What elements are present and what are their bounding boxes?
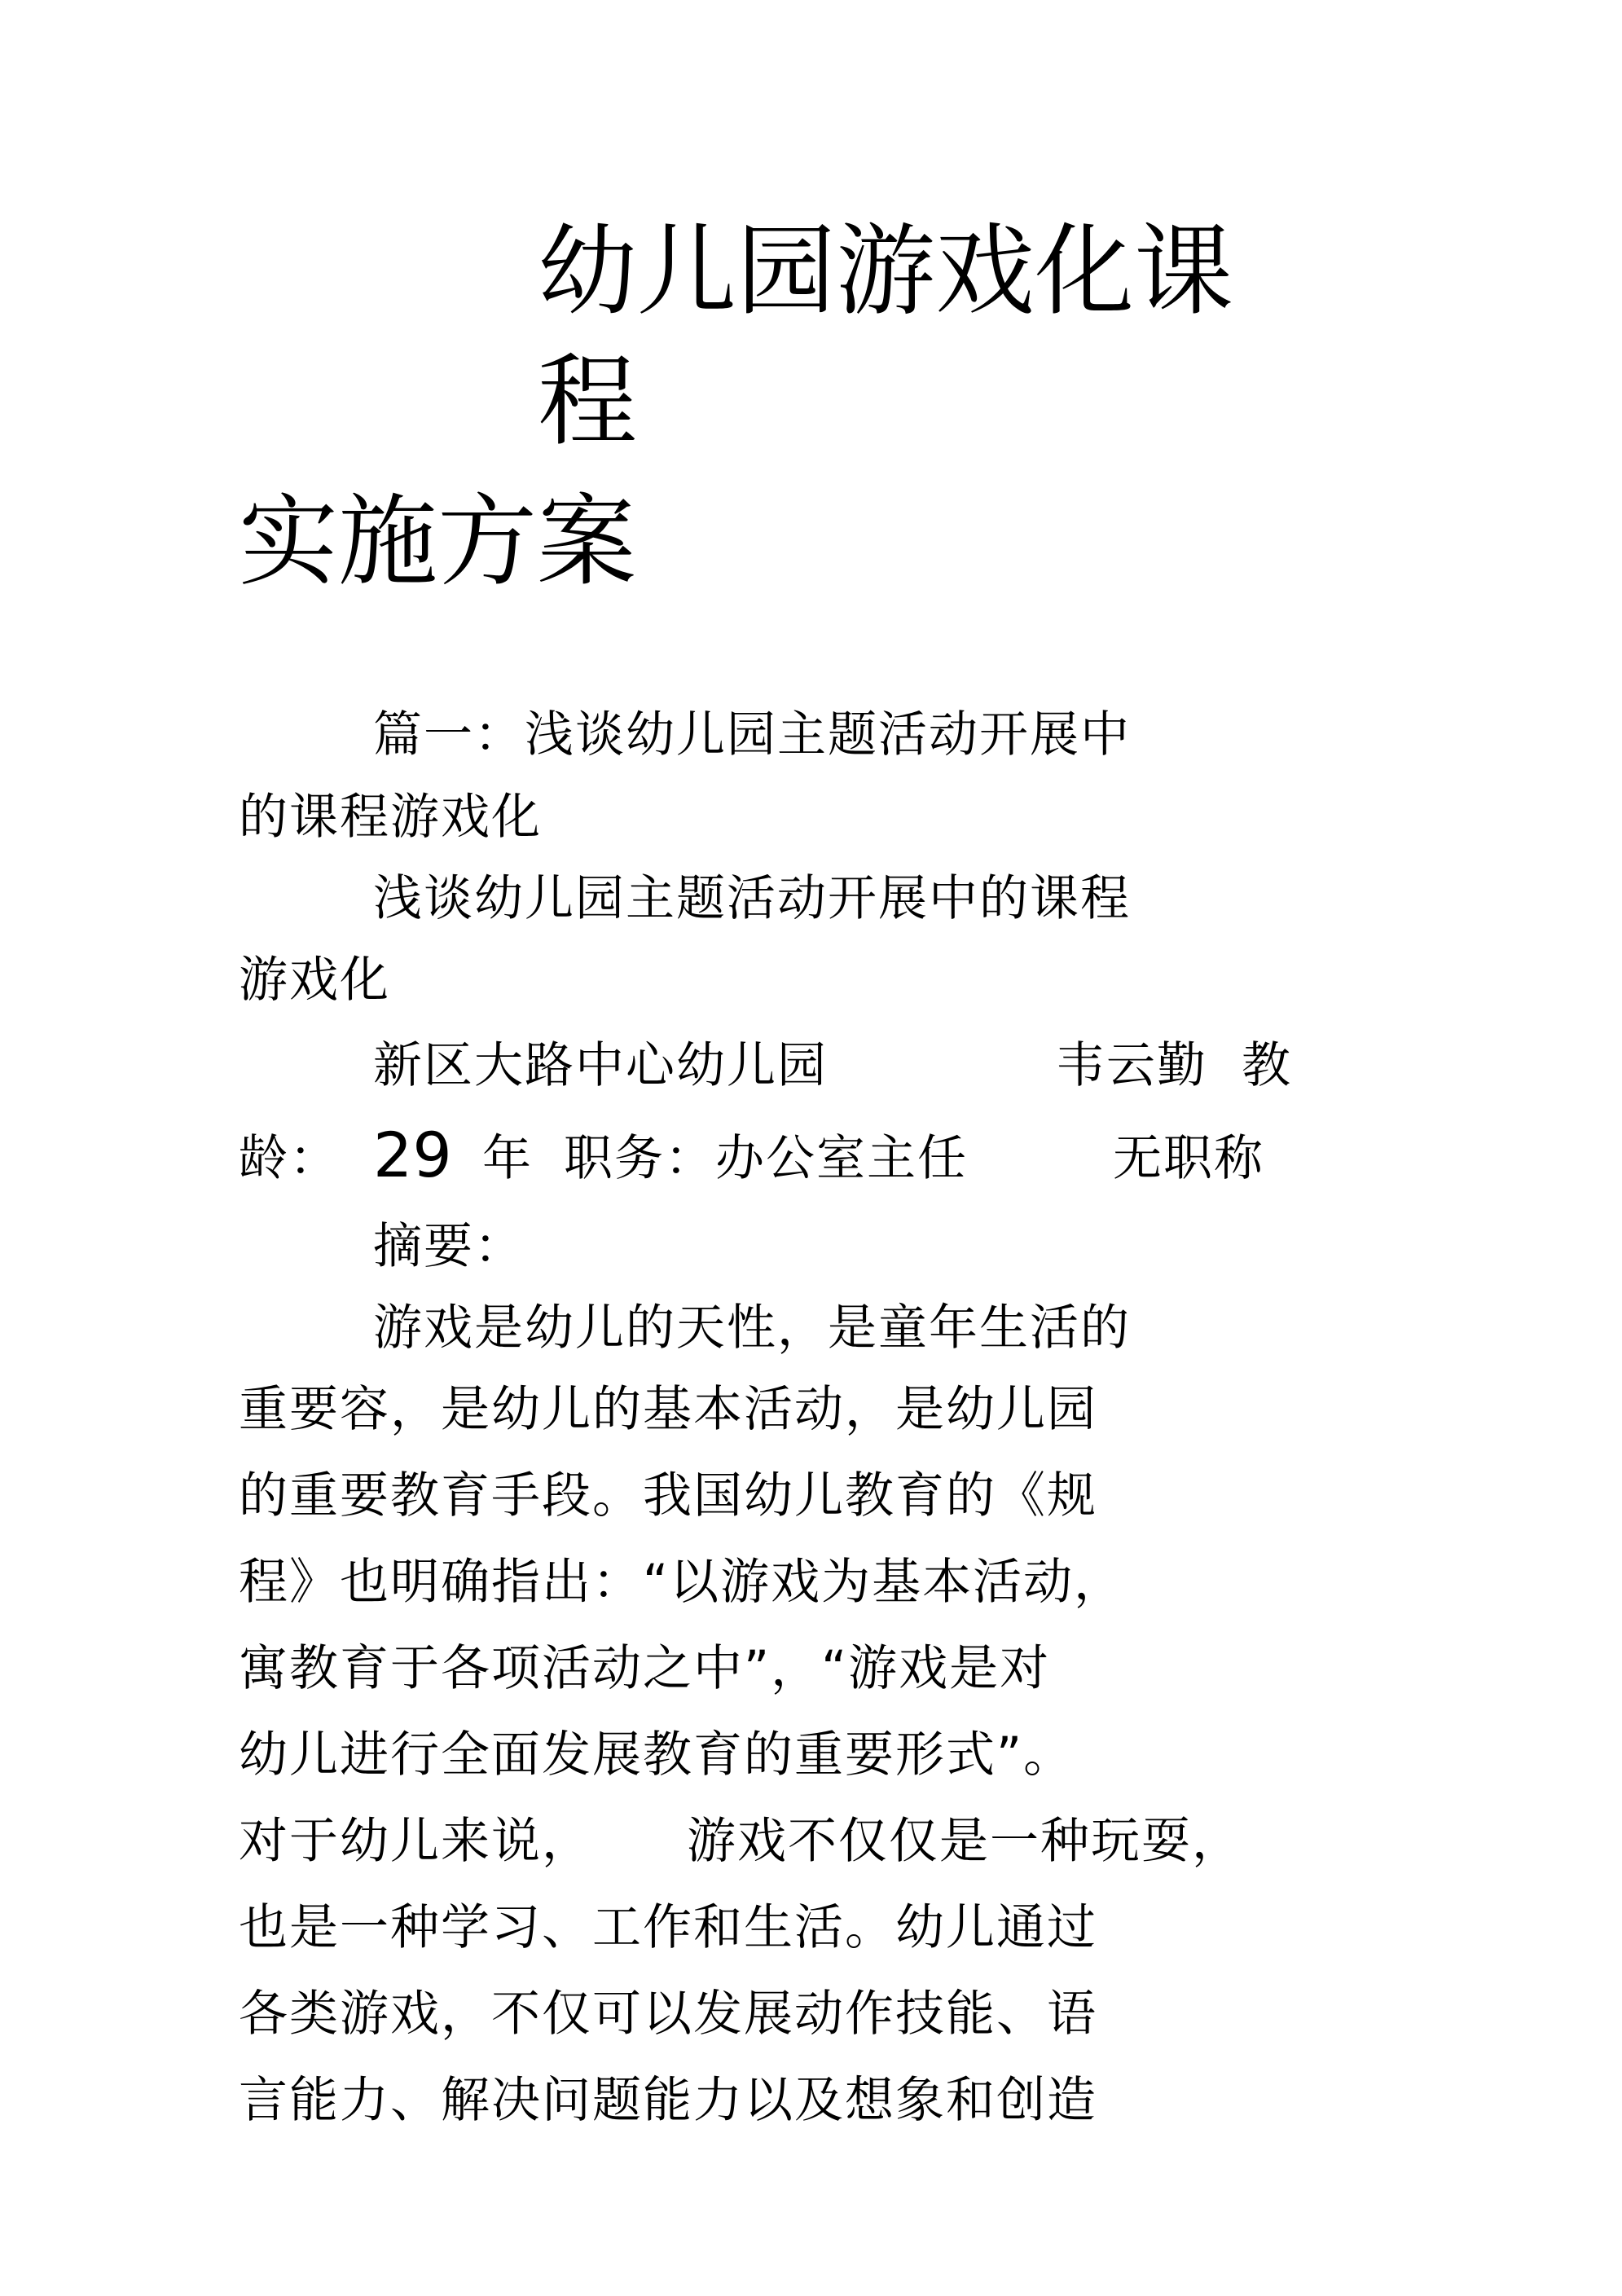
abstract-line: 重要容，是幼儿的基本活动，是幼儿园 (239, 1381, 1097, 1438)
abstract-line: 游戏是幼儿的天性，是童年生活的 (373, 1300, 1131, 1357)
years-unit: 年 (482, 1130, 533, 1187)
abstract-line: 对于幼儿来说， (239, 1813, 592, 1870)
teaching-age-label: 龄： (239, 1130, 340, 1187)
teaching-years-value: 29 (373, 1119, 452, 1191)
author-name: 韦云勤 (1056, 1037, 1207, 1094)
abstract-line: 游戏不仅仅是一种玩耍， (687, 1813, 1242, 1870)
article-heading-line-2: 的课程游戏化 (239, 789, 542, 846)
abstract-line: 也是一种学习、工作和生活。幼儿通过 (239, 1899, 1097, 1956)
teaching-age-prefix: 教 (1242, 1037, 1292, 1094)
abstract-line: 幼儿进行全面发展教育的重要形式”。 (239, 1726, 1075, 1784)
document-title-line-3: 实施方案 (239, 484, 636, 600)
article-title-line-2: 游戏化 (239, 952, 390, 1009)
article-title-line-1: 浅谈幼儿园主题活动开展中的课程 (373, 870, 1131, 927)
author-school: 新区大路中心幼儿园 (373, 1037, 828, 1094)
document-title-line-2: 程 (538, 344, 637, 460)
abstract-line: 的重要教育手段。我国幼儿教育的《规 (239, 1467, 1097, 1524)
abstract-line: 各类游戏，不仅可以发展动作技能、语 (239, 1986, 1097, 2043)
author-title-rank: 无职称 (1113, 1130, 1264, 1187)
abstract-line: 寓教育于各项活动之中”，“游戏是对 (239, 1640, 1051, 1697)
abstract-label: 摘要： (373, 1218, 525, 1275)
author-position: 职务：办公室主任 (564, 1130, 968, 1187)
abstract-line: 程》也明确指出：“以游戏为基本活动， (239, 1554, 1125, 1611)
document-title-line-1: 幼儿园游戏化课 (538, 213, 1233, 329)
article-heading-line-1: 篇一：浅谈幼儿园主题活动开展中 (373, 706, 1131, 763)
abstract-line: 言能力、解决问题能力以及想象和创造 (239, 2072, 1097, 2129)
